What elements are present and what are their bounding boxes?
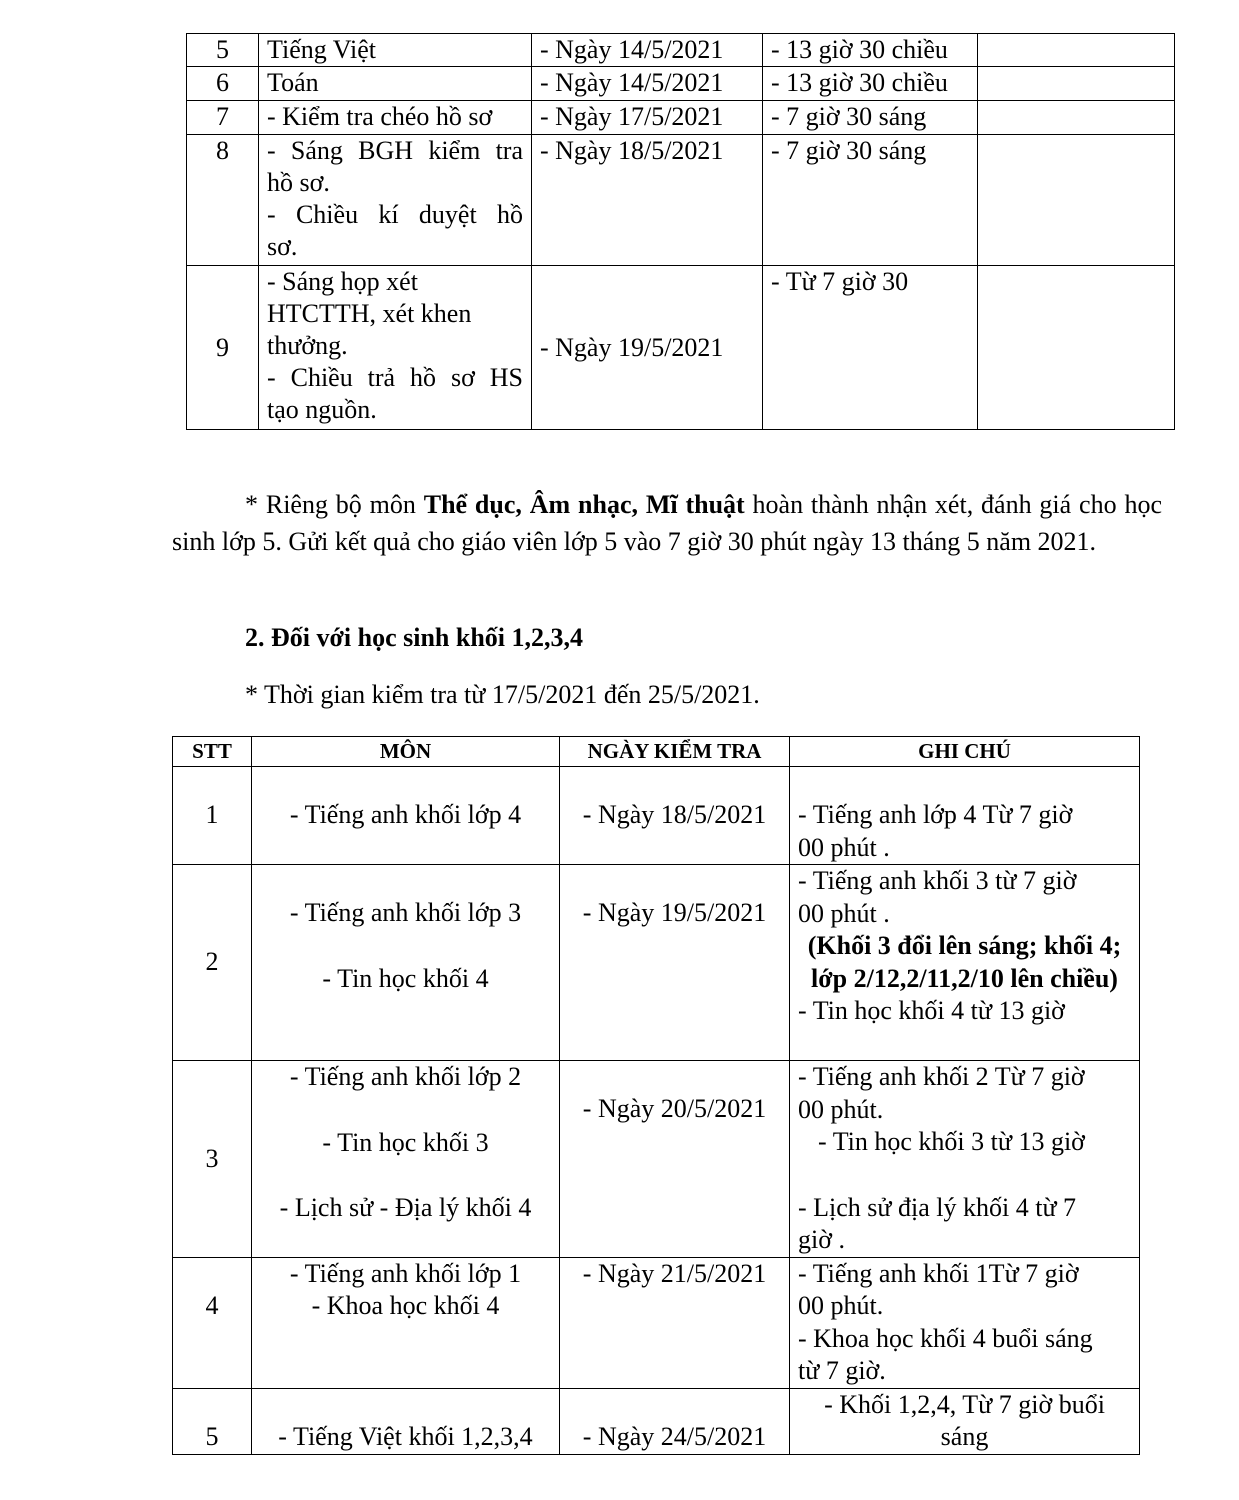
row-date: - Ngày 17/5/2021 bbox=[532, 101, 763, 135]
subject-line: - Lịch sử - Địa lý khối 4 bbox=[279, 1193, 532, 1222]
row-stt: 1 bbox=[173, 767, 252, 865]
table-row bbox=[173, 865, 1140, 1061]
table-row bbox=[187, 135, 1175, 266]
header-subject: MÔN bbox=[252, 737, 560, 767]
section-heading: 2. Đối với học sinh khối 1,2,3,4 bbox=[245, 623, 584, 652]
subject-line: HTCTTH, xét khen bbox=[267, 299, 472, 328]
note-bold-subjects: Thể dục, Âm nhạc, Mĩ thuật bbox=[423, 490, 745, 519]
row-note bbox=[790, 1257, 1140, 1388]
row-stt: 5 bbox=[187, 34, 259, 67]
subject-line: - Tin học khối 4 bbox=[322, 963, 489, 993]
schedule-table-grade5 bbox=[186, 33, 1175, 430]
row-date: - Ngày 19/5/2021 bbox=[560, 865, 790, 1061]
note-line: - Tiếng anh lớp 4 Từ 7 giờ bbox=[798, 800, 1073, 829]
row-time: - 13 giờ 30 chiều bbox=[763, 67, 978, 101]
note-line: - Tin học khối 3 từ 13 giờ bbox=[818, 1127, 1085, 1156]
table-row bbox=[187, 266, 1175, 430]
note-line: - Khối 1,2,4, Từ 7 giờ buổi bbox=[824, 1389, 1105, 1419]
row-subject bbox=[252, 865, 560, 1061]
subject-line: - Chiều trả hồ sơ HS bbox=[267, 363, 523, 392]
row-date: - Ngày 19/5/2021 bbox=[532, 266, 763, 430]
note-line: 00 phút . bbox=[798, 898, 890, 928]
note-prefix: * Riêng bộ môn bbox=[245, 490, 424, 519]
row-subject bbox=[259, 135, 532, 266]
row-note bbox=[790, 1061, 1140, 1258]
row-note bbox=[978, 34, 1175, 67]
row-date: - Ngày 14/5/2021 bbox=[532, 67, 763, 101]
note-line: 00 phút. bbox=[798, 1291, 884, 1320]
row-date: - Ngày 18/5/2021 bbox=[560, 767, 790, 865]
row-stt: 2 bbox=[173, 865, 252, 1061]
subject-line: sơ. bbox=[267, 232, 298, 261]
note-bold-change: (Khối 3 đổi lên sáng; khối 4; lớp 2/12,2/11,2/10 lên chiều) bbox=[807, 931, 1122, 993]
row-note bbox=[978, 101, 1175, 135]
row-note bbox=[978, 266, 1175, 430]
table-row bbox=[173, 767, 1140, 865]
row-date: - Ngày 21/5/2021 bbox=[560, 1257, 790, 1388]
note-line: - Tiếng anh khối 2 Từ 7 giờ bbox=[798, 1062, 1085, 1091]
schedule-table-grades-1-4 bbox=[172, 736, 1140, 1455]
table-row bbox=[173, 1061, 1140, 1258]
note-line: giờ . bbox=[798, 1225, 845, 1254]
row-time: - 13 giờ 30 chiều bbox=[763, 34, 978, 67]
row-note bbox=[790, 1388, 1140, 1454]
note-line: - Khoa học khối 4 buổi sáng bbox=[798, 1323, 1093, 1353]
table-row bbox=[173, 1257, 1140, 1388]
note-paragraph bbox=[172, 486, 1162, 560]
note-line: 00 phút. bbox=[798, 1094, 884, 1124]
subject-line: - Tiếng anh khối lớp 3 bbox=[289, 898, 522, 927]
row-stt: 7 bbox=[187, 101, 259, 135]
note-line: 00 phút . bbox=[798, 832, 890, 862]
subject-line: - Khoa học khối 4 bbox=[311, 1291, 500, 1320]
note-line: - Tiếng anh khối 1Từ 7 giờ bbox=[798, 1258, 1079, 1288]
subject-line: - Tiếng anh khối lớp 1 bbox=[289, 1258, 522, 1288]
header-row bbox=[173, 737, 1140, 767]
subject-line: - Sáng họp xét bbox=[267, 267, 418, 296]
subject-line: thưởng. bbox=[267, 331, 348, 360]
table-row bbox=[173, 1388, 1140, 1454]
row-subject: - Tiếng Việt khối 1,2,3,4 bbox=[252, 1388, 560, 1454]
note-line: - Tiếng anh khối 3 từ 7 giờ bbox=[798, 866, 1077, 895]
subject-line: tạo nguồn. bbox=[267, 395, 377, 424]
row-subject: Toán bbox=[259, 67, 532, 101]
table-row bbox=[187, 101, 1175, 135]
row-date: - Ngày 24/5/2021 bbox=[560, 1388, 790, 1454]
subject-line: - Sáng BGH kiểm tra bbox=[267, 136, 523, 165]
row-subject bbox=[252, 1061, 560, 1258]
table-row bbox=[187, 34, 1175, 67]
table-row bbox=[187, 67, 1175, 101]
row-time: - Từ 7 giờ 30 bbox=[763, 266, 978, 430]
row-subject: - Tiếng anh khối lớp 4 bbox=[252, 767, 560, 865]
row-subject: - Kiểm tra chéo hồ sơ bbox=[259, 101, 532, 135]
subject-line: - Tin học khối 3 bbox=[322, 1127, 489, 1157]
row-note bbox=[790, 767, 1140, 865]
row-stt: 6 bbox=[187, 67, 259, 101]
row-date: - Ngày 20/5/2021 bbox=[560, 1061, 790, 1258]
subject-line: - Chiều kí duyệt hồ bbox=[267, 200, 523, 229]
row-stt: 3 bbox=[173, 1061, 252, 1258]
row-stt: 5 bbox=[173, 1388, 252, 1454]
header-note: GHI CHÚ bbox=[790, 737, 1140, 767]
row-subject bbox=[252, 1257, 560, 1388]
subject-line: - Tiếng anh khối lớp 2 bbox=[289, 1062, 522, 1091]
row-time: - 7 giờ 30 sáng bbox=[763, 101, 978, 135]
subject-line: hồ sơ. bbox=[267, 168, 330, 197]
row-date: - Ngày 14/5/2021 bbox=[532, 34, 763, 67]
row-note bbox=[790, 865, 1140, 1061]
header-date: NGÀY KIỂM TRA bbox=[560, 737, 790, 767]
note-line: - Tin học khối 4 từ 13 giờ bbox=[798, 996, 1065, 1025]
row-stt: 4 bbox=[173, 1257, 252, 1388]
row-stt: 8 bbox=[187, 135, 259, 266]
row-stt: 9 bbox=[187, 266, 259, 430]
row-note bbox=[978, 135, 1175, 266]
row-date: - Ngày 18/5/2021 bbox=[532, 135, 763, 266]
note-line: từ 7 giờ. bbox=[798, 1356, 886, 1385]
row-subject bbox=[259, 266, 532, 430]
row-subject: Tiếng Việt bbox=[259, 34, 532, 67]
row-time: - 7 giờ 30 sáng bbox=[763, 135, 978, 266]
note-suffix: hoàn thành nhận xét, đánh giá cho học sinh lớp 5. Gửi kết quả cho giáo viên lớp 5 vào 7 giờ 30 phút ngày 13 tháng 5 năm 2021. bbox=[172, 490, 1162, 556]
row-note bbox=[978, 67, 1175, 101]
exam-period: * Thời gian kiểm tra từ 17/5/2021 đến 25/5/2021. bbox=[245, 680, 760, 709]
note-line: - Lịch sử địa lý khối 4 từ 7 bbox=[798, 1192, 1077, 1222]
header-stt: STT bbox=[173, 737, 252, 767]
note-line: sáng bbox=[940, 1422, 989, 1451]
